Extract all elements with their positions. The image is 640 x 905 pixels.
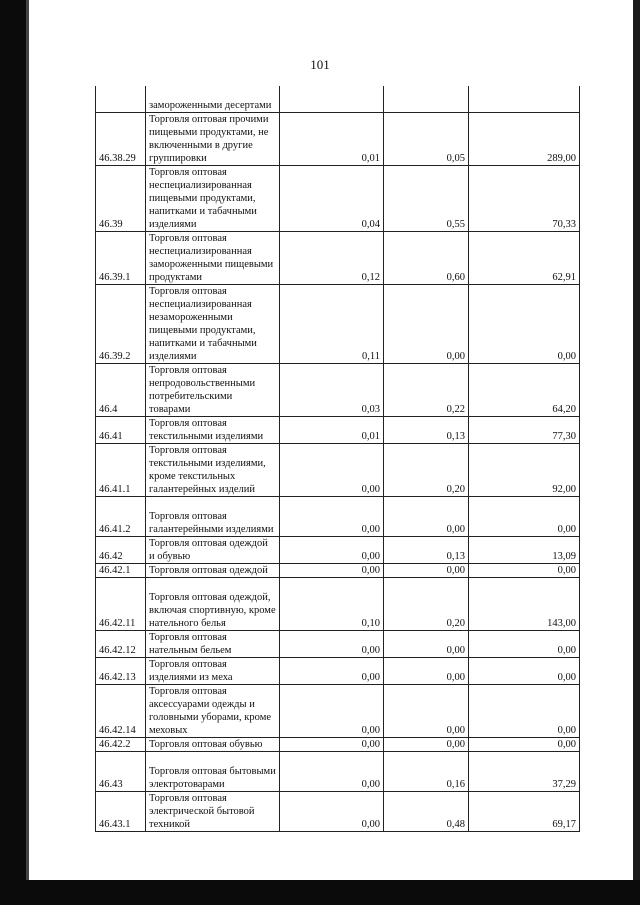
value-col-2: 0,00	[384, 496, 469, 536]
value-col-2: 0,05	[384, 112, 469, 165]
scan-border-bottom	[0, 880, 640, 905]
table-row	[96, 791, 580, 831]
value-col-3: 0,00	[469, 737, 580, 751]
name-cell: Торговля оптовая одеждой и обувью	[146, 536, 280, 563]
page-number: 101	[310, 57, 330, 72]
code-cell: 46.39	[96, 165, 146, 231]
name-cell: Торговля оптовая непродовольственными потребительскими товарами	[146, 363, 280, 416]
name-cell: Торговля оптовая неспециализированная замороженными пищевыми продуктами	[146, 231, 280, 284]
value-col-2: 0,20	[384, 577, 469, 630]
value-col-1: 0,10	[280, 577, 384, 630]
value-col-1: 0,00	[280, 443, 384, 496]
value-col-3: 64,20	[469, 363, 580, 416]
table-row	[96, 577, 580, 630]
code-cell: 46.42.2	[96, 737, 146, 751]
value-col-1: 0,00	[280, 630, 384, 657]
value-col-3: 37,29	[469, 751, 580, 791]
code-cell: 46.41.1	[96, 443, 146, 496]
value-col-3: 143,00	[469, 577, 580, 630]
scan-border-left-edge	[26, 0, 29, 905]
value-col-1	[280, 86, 384, 112]
code-cell: 46.38.29	[96, 112, 146, 165]
value-col-2: 0,00	[384, 657, 469, 684]
table-row	[96, 86, 580, 112]
scan-border-left	[0, 0, 26, 905]
value-col-2: 0,00	[384, 737, 469, 751]
value-col-3: 0,00	[469, 563, 580, 577]
value-col-1: 0,00	[280, 536, 384, 563]
value-col-1: 0,04	[280, 165, 384, 231]
value-col-2: 0,20	[384, 443, 469, 496]
value-col-3: 70,33	[469, 165, 580, 231]
value-col-3: 0,00	[469, 684, 580, 737]
table-row	[96, 363, 580, 416]
name-cell: Торговля оптовая обувью	[146, 737, 280, 751]
value-col-3	[469, 86, 580, 112]
value-col-1: 0,11	[280, 284, 384, 363]
value-col-2: 0,13	[384, 536, 469, 563]
value-col-1: 0,00	[280, 563, 384, 577]
value-col-1: 0,01	[280, 112, 384, 165]
code-cell: 46.42	[96, 536, 146, 563]
value-col-3: 92,00	[469, 443, 580, 496]
code-cell: 46.42.13	[96, 657, 146, 684]
name-cell: Торговля оптовая неспециализированная незамороженными пищевыми продуктами, напитками и табачными изделиями	[146, 284, 280, 363]
value-col-2: 0,00	[384, 284, 469, 363]
name-cell: Торговля оптовая текстильными изделиями, кроме текстильных галантерейных изделий	[146, 443, 280, 496]
name-cell: Торговля оптовая одеждой, включая спортивную, кроме нательного белья	[146, 577, 280, 630]
value-col-2: 0,48	[384, 791, 469, 831]
value-col-2: 0,55	[384, 165, 469, 231]
code-cell: 46.39.2	[96, 284, 146, 363]
name-cell: Торговля оптовая галантерейными изделиями	[146, 496, 280, 536]
table-row	[96, 284, 580, 363]
value-col-3: 77,30	[469, 416, 580, 443]
value-col-2: 0,16	[384, 751, 469, 791]
value-col-1: 0,00	[280, 737, 384, 751]
value-col-1: 0,12	[280, 231, 384, 284]
value-col-2: 0,00	[384, 563, 469, 577]
name-cell: Торговля оптовая аксессуарами одежды и головными уборами, кроме меховых	[146, 684, 280, 737]
value-col-1: 0,00	[280, 657, 384, 684]
name-cell: Торговля оптовая бытовыми электротоварами	[146, 751, 280, 791]
value-col-3: 0,00	[469, 496, 580, 536]
value-col-3: 0,00	[469, 657, 580, 684]
name-cell: замороженными десертами	[146, 86, 280, 112]
name-cell: Торговля оптовая нательным бельем	[146, 630, 280, 657]
table-row	[96, 536, 580, 563]
table-body	[96, 86, 580, 831]
name-cell: Торговля оптовая одеждой	[146, 563, 280, 577]
table-row	[96, 231, 580, 284]
tariff-table	[95, 86, 580, 832]
name-cell: Торговля оптовая изделиями из меха	[146, 657, 280, 684]
code-cell: 46.43	[96, 751, 146, 791]
table-row	[96, 443, 580, 496]
value-col-1: 0,03	[280, 363, 384, 416]
scan-border-right	[633, 0, 640, 880]
table-row	[96, 496, 580, 536]
value-col-3: 0,00	[469, 284, 580, 363]
table-row	[96, 630, 580, 657]
code-cell: 46.42.1	[96, 563, 146, 577]
name-cell: Торговля оптовая текстильными изделиями	[146, 416, 280, 443]
value-col-2: 0,60	[384, 231, 469, 284]
table-row	[96, 112, 580, 165]
table-row	[96, 165, 580, 231]
value-col-1: 0,00	[280, 684, 384, 737]
value-col-2: 0,22	[384, 363, 469, 416]
value-col-3: 0,00	[469, 630, 580, 657]
table-row	[96, 563, 580, 577]
code-cell: 46.41	[96, 416, 146, 443]
value-col-1: 0,01	[280, 416, 384, 443]
value-col-3: 69,17	[469, 791, 580, 831]
code-cell: 46.39.1	[96, 231, 146, 284]
code-cell: 46.41.2	[96, 496, 146, 536]
code-cell: 46.43.1	[96, 791, 146, 831]
code-cell: 46.42.12	[96, 630, 146, 657]
code-cell: 46.42.11	[96, 577, 146, 630]
name-cell: Торговля оптовая электрической бытовой техникой	[146, 791, 280, 831]
value-col-3: 62,91	[469, 231, 580, 284]
value-col-2: 0,13	[384, 416, 469, 443]
table-row	[96, 657, 580, 684]
name-cell: Торговля оптовая неспециализированная пищевыми продуктами, напитками и табачными изделиями	[146, 165, 280, 231]
value-col-2	[384, 86, 469, 112]
code-cell	[96, 86, 146, 112]
value-col-2: 0,00	[384, 630, 469, 657]
table-row	[96, 684, 580, 737]
value-col-1: 0,00	[280, 791, 384, 831]
value-col-3: 13,09	[469, 536, 580, 563]
name-cell: Торговля оптовая прочими пищевыми продуктами, не включенными в другие группировки	[146, 112, 280, 165]
value-col-2: 0,00	[384, 684, 469, 737]
table-row	[96, 737, 580, 751]
table-row	[96, 751, 580, 791]
table-row	[96, 416, 580, 443]
value-col-1: 0,00	[280, 751, 384, 791]
code-cell: 46.42.14	[96, 684, 146, 737]
value-col-1: 0,00	[280, 496, 384, 536]
value-col-3: 289,00	[469, 112, 580, 165]
code-cell: 46.4	[96, 363, 146, 416]
